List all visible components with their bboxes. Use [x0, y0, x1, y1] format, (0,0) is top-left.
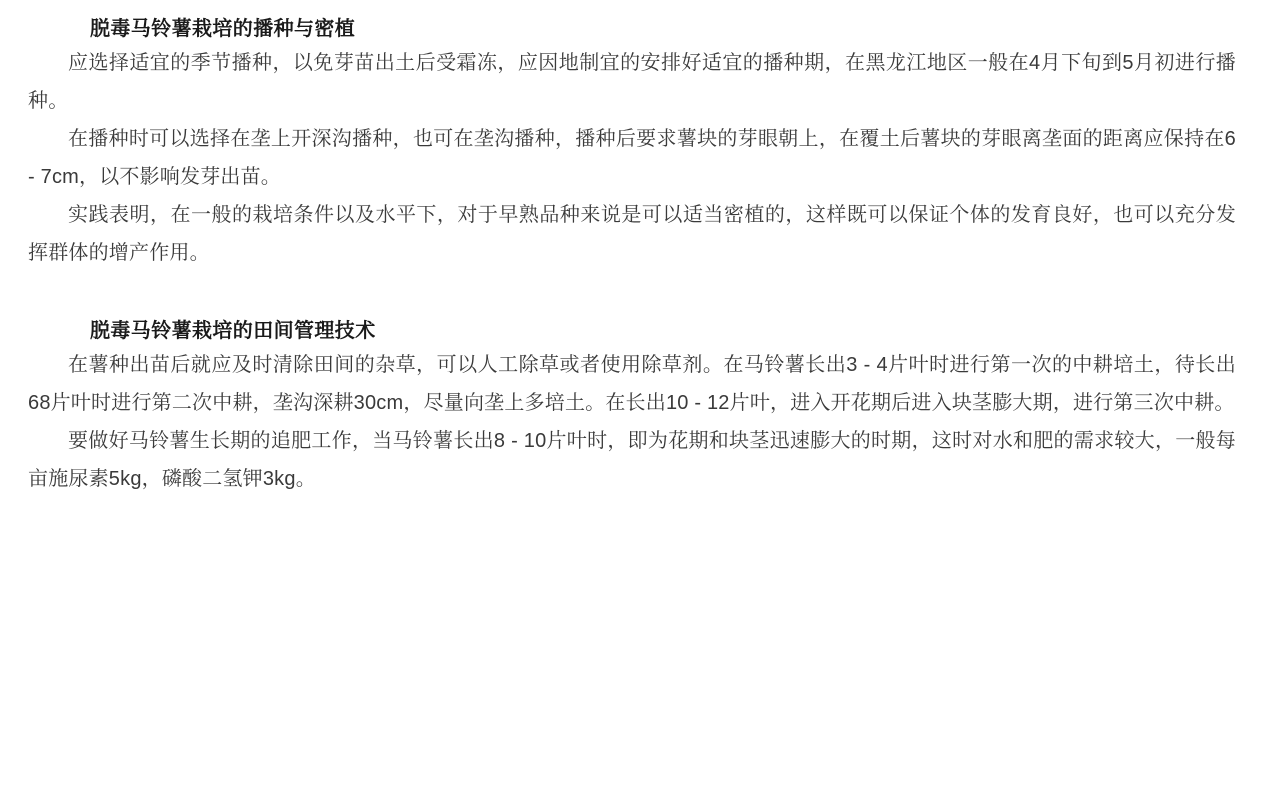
paragraph-1-1: 应选择适宜的季节播种，以免芽苗出土后受霜冻，应因地制宜的安排好适宜的播种期，在黑龙江地区一般在4月下旬到5月初进行播种。: [28, 52, 1236, 112]
section-heading-1: 脱毒马铃薯栽培的播种与密植: [90, 18, 356, 40]
paragraph-1-3: 实践表明，在一般的栽培条件以及水平下，对于早熟品种来说是可以适当密植的，这样既可以保证个体的发育良好，也可以充分发挥群体的增产作用。: [28, 204, 1236, 264]
section-1: [28, 14, 1236, 44]
section-2: [28, 316, 1236, 346]
paragraph-2-2: 要做好马铃薯生长期的追肥工作，当马铃薯长出8 - 10片叶时，即为花期和块茎迅速膨大的时期，这时对水和肥的需求较大，一般每亩施尿素5kg，磷酸二氢钾3kg。: [28, 430, 1236, 490]
paragraph-2-1: 在薯种出苗后就应及时清除田间的杂草，可以人工除草或者使用除草剂。在马铃薯长出3 - 4片叶时进行第一次的中耕培土，待长出68片叶时进行第二次中耕，垄沟深耕30cm，尽量向垄上多培土。在长出10 - 12片叶，进入开花期后进入块茎膨大期，进行第三次中耕。: [28, 354, 1236, 414]
section-heading-2: 脱毒马铃薯栽培的田间管理技术: [90, 320, 376, 342]
article-body: [28, 14, 1236, 498]
paragraph-1-2: 在播种时可以选择在垄上开深沟播种，也可在垄沟播种，播种后要求薯块的芽眼朝上，在覆土后薯块的芽眼离垄面的距离应保持在6 - 7cm，以不影响发芽出苗。: [28, 128, 1236, 188]
